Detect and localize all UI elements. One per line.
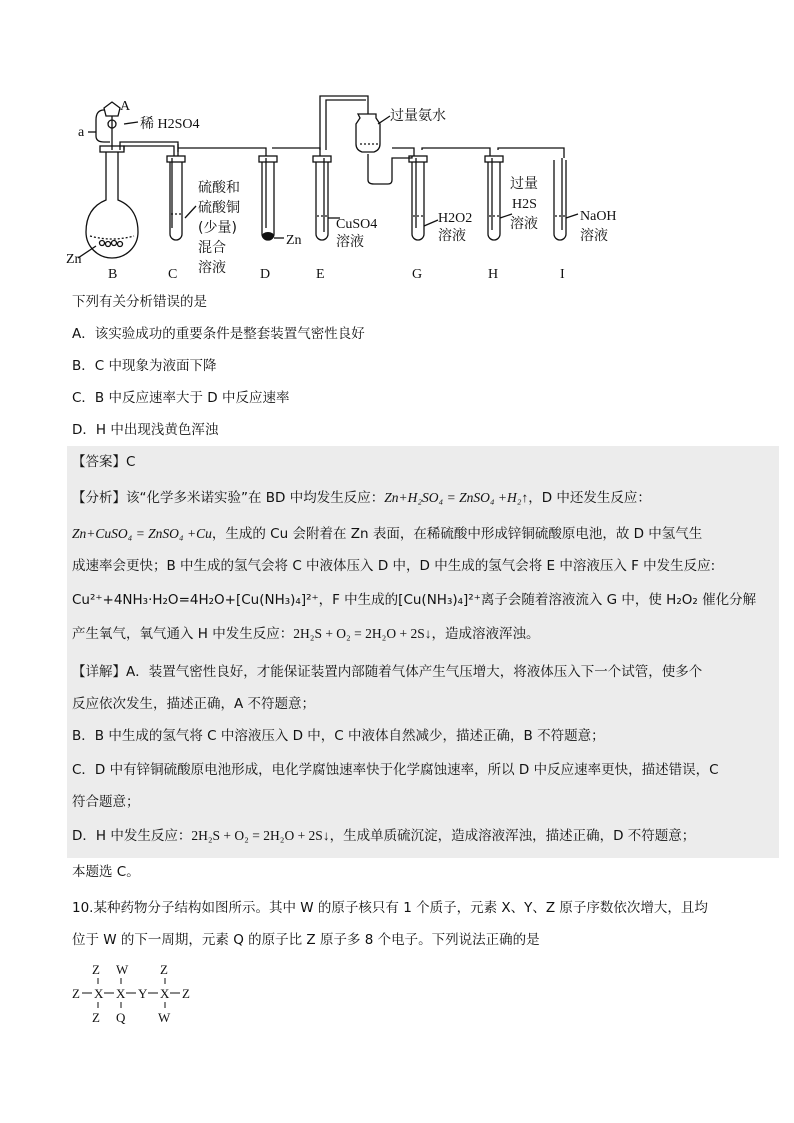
atom-Y: Y	[138, 986, 148, 1001]
label-e-solution-1: CuSO4	[336, 217, 378, 232]
label-h-solution-1: 过量	[510, 176, 538, 192]
label-zn-flask: Zn	[66, 252, 82, 267]
label-e-solution-2: 溶液	[336, 234, 364, 250]
label-c-solution-1: 硫酸和	[198, 180, 240, 196]
analysis-tag: 【分析】	[72, 490, 126, 506]
station-letter-I: I	[560, 267, 565, 282]
station-letter-G: G	[412, 267, 423, 282]
label-d-zn: Zn	[286, 233, 302, 248]
label-c-solution-5: 溶液	[198, 260, 226, 276]
label-h-solution-2: H2S	[512, 197, 537, 212]
analysis-text: ，生成的 Cu 会附着在 Zn 表面，在稀硫酸中形成锌铜硫酸原电池，故 D 中氢气生	[211, 526, 703, 542]
option-d: D．H 中出现浅黄色浑浊	[72, 422, 219, 438]
label-c-solution-4: 混合	[198, 240, 226, 256]
label-A: A	[120, 99, 131, 114]
detail-line-b1: B．B 中生成的氢气将 C 中溶液压入 D 中，C 中液体自然减少，描述正确，B 不符题意；	[72, 728, 605, 744]
atom-W: W	[116, 962, 129, 977]
label-h-solution-3: 溶液	[510, 216, 538, 232]
label-c-solution-3: (少量)	[198, 220, 237, 236]
label-g-solution-2: 溶液	[438, 228, 466, 244]
atom-Z: Z	[182, 986, 190, 1001]
molecule-structure	[70, 960, 210, 1026]
station-letter-B: B	[108, 267, 118, 282]
zinc-pellet	[262, 232, 274, 240]
apparatus-diagram	[60, 88, 660, 283]
station-letter-H: H	[488, 267, 499, 282]
question10-line-2: 位于 W 的下一周期，元素 Q 的原子比 Z 原子多 8 个电子。下列说法正确的是	[72, 932, 540, 948]
label-a: a	[78, 125, 85, 140]
atom-Z: Z	[92, 962, 100, 977]
atom-Z: Z	[72, 986, 80, 1001]
station-letter-C: C	[168, 267, 178, 282]
answer-value: C	[126, 454, 136, 470]
detail-line-c2: 符合题意；	[72, 794, 140, 810]
answer-line	[72, 452, 135, 472]
atom-X: X	[160, 986, 170, 1001]
label-i-solution-1: NaOH	[580, 209, 617, 224]
atom-Q: Q	[116, 1010, 126, 1025]
analysis-text: ，造成溶液浑浊。	[431, 626, 540, 642]
station-letter-E: E	[316, 267, 325, 282]
label-i-solution-2: 溶液	[580, 228, 608, 244]
station-letter-D: D	[260, 267, 271, 282]
analysis-text: ，D 中还发生反应：	[528, 490, 651, 506]
analysis-line-3: 成速率会更快；B 中生成的氢气会将 C 中液体压入 D 中，D 中生成的氢气会将 E 中溶液压入 F 中发生反应:	[72, 558, 716, 574]
label-dilute-acid: 稀 H2SO4	[140, 117, 200, 132]
detail-text: A．装置气密性良好，才能保证装置内部随着气体产生气压增大，将液体压入下一个试管，使多个	[126, 664, 703, 680]
equation: Zn+H₂SO₄ = ZnSO₄ +H₂↑	[384, 490, 529, 505]
analysis-text: 产生氧气，氧气通入 H 中发生反应：	[72, 626, 294, 642]
detail-text: ，生成单质硫沉淀，造成溶液浑浊，描述正确，D 不符题意；	[329, 828, 696, 844]
detail-line-a1	[72, 662, 702, 682]
detail-text: D．H 中发生反应：	[72, 828, 192, 844]
analysis-text: 该“化学多米诺实验”在 BD 中均发生反应：	[126, 490, 385, 506]
question10-line-1: 10.某种药物分子结构如图所示。其中 W 的原子核只有 1 个质子，元素 X、Y、Z 原子序数依次增大，且均	[72, 900, 708, 916]
conclusion-line: 本题选 C。	[72, 864, 140, 880]
detail-tag: 【详解】	[72, 664, 126, 680]
detail-line-d1	[72, 826, 695, 846]
atom-Z: Z	[92, 1010, 100, 1025]
detail-line-c1: C．D 中有锌铜硫酸原电池形成，电化学腐蚀速率快于化学腐蚀速率，所以 D 中反应速率更快，描述错误，C	[72, 762, 719, 778]
atom-Z: Z	[160, 962, 168, 977]
label-ammonia: 过量氨水	[390, 108, 446, 124]
analysis-line-2	[72, 524, 702, 544]
atom-W: W	[158, 1010, 171, 1025]
equation: Zn+CuSO₄ = ZnSO₄ +Cu	[72, 526, 212, 541]
question-stem: 下列有关分析错误的是	[72, 294, 207, 310]
equation: 2H₂S + O₂ = 2H₂O + 2S↓	[191, 828, 330, 843]
option-c: C．B 中反应速率大于 D 中反应速率	[72, 390, 290, 406]
atom-X: X	[116, 986, 126, 1001]
label-c-solution-2: 硫酸铜	[198, 200, 240, 216]
option-b: B．C 中现象为液面下降	[72, 358, 217, 374]
analysis-line-5	[72, 624, 539, 644]
analysis-line-4: Cu²⁺+4NH₃·H₂O=4H₂O+[Cu(NH₃)₄]²⁺，F 中生成的[Cu(NH₃)₄]²⁺离子会随着溶液流入 G 中，使 H₂O₂ 催化分解	[72, 592, 757, 608]
analysis-line-1	[72, 488, 651, 508]
answer-tag: 【答案】	[72, 454, 126, 470]
option-a: A．该实验成功的重要条件是整套装置气密性良好	[72, 326, 365, 342]
atom-X: X	[94, 986, 104, 1001]
label-g-solution-1: H2O2	[438, 211, 473, 226]
equation: 2H₂S + O₂ = 2H₂O + 2S↓	[293, 626, 432, 641]
detail-line-a2: 反应依次发生，描述正确，A 不符题意；	[72, 696, 316, 712]
